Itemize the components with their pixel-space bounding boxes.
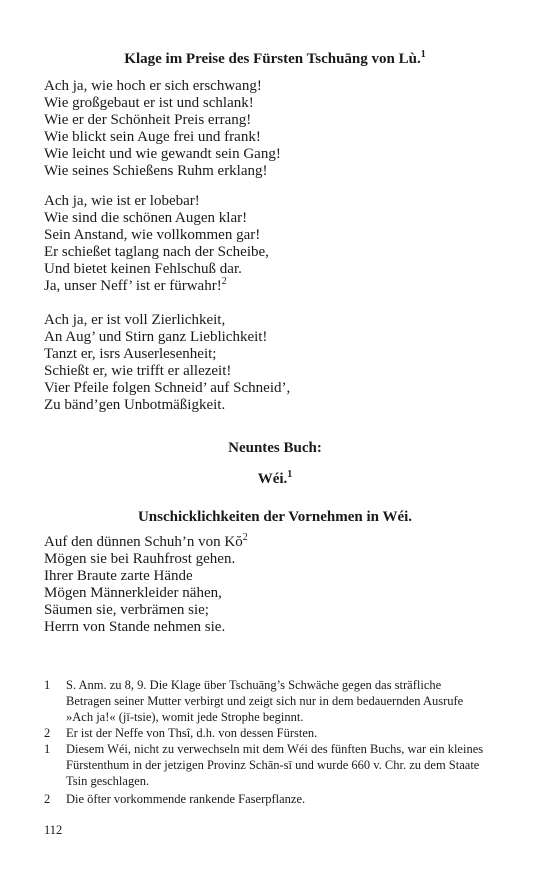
footnote-text: Diesem Wéi, nicht zu verwechseln mit dem Wéi des fünften Buchs, war ein kleines Fürstenthum in der jetzigen Provinz Schān-sī und wurde 660 v. Chr. zu dem Staate Tsin geschlagen. — [66, 742, 484, 788]
book-heading: Neuntes Buch: — [228, 440, 322, 456]
verse-line: Ach ja, er ist voll Zierlichkeit, — [44, 312, 226, 328]
stanza-3 — [44, 312, 514, 414]
poem-title-2: Unschicklichkeiten der Vornehmen in Wéi. — [137, 509, 413, 525]
verse-line: Wie sind die schönen Augen klar! — [44, 210, 248, 226]
verse-line: Auf den dünnen Schuh’n von $Kŏ^2$ — [44, 532, 248, 550]
verse-line: Wie seines Schießens Ruhm erklang! — [44, 163, 268, 179]
footnote-number: 2 — [44, 792, 51, 806]
verse-line: An Aug’ und Stirn ganz Lieblichkeit! — [44, 329, 268, 345]
verse-line: Wie großgebaut er ist und schlank! — [44, 95, 254, 111]
verse-line: Vier Pfeile folgen Schneid’ auf Schneid’, — [44, 380, 291, 396]
verse-line: Ach ja, wie hoch er sich erschwang! — [44, 78, 262, 94]
verse-line: Ach ja, wie ist er lobebar! — [44, 193, 200, 209]
verse-line: Herrn von Stande nehmen sie. — [44, 619, 226, 635]
verse-line: Tanzt er, isrs Auserlesenheit; — [44, 346, 217, 362]
page-number: 112 — [44, 823, 63, 837]
footnote — [44, 791, 484, 807]
footnote-number: 1 — [44, 678, 51, 692]
verse-line: Säumen sie, verbrämen sie; — [44, 602, 209, 618]
verse-line: Sein Anstand, wie vollkommen gar! — [44, 227, 261, 243]
verse-line: Mögen Männerkleider nähen, — [44, 585, 222, 601]
verse-line: Wie er der Schönheit Preis errang! — [44, 112, 252, 128]
verse-line: Zu bänd’gen Unbotmäßigkeit. — [44, 397, 226, 413]
verse-line: Ihrer Braute zarte Hände — [44, 568, 193, 584]
verse-line: Er schießet taglang nach der Scheibe, — [44, 244, 269, 260]
book-subheading: Wéi.$^1$ — [257, 469, 293, 487]
verse-line: Wie blickt sein Auge frei und frank! — [44, 129, 261, 145]
stanza-2 — [44, 193, 514, 295]
verse-line: Schießt er, wie trifft er allezeit! — [44, 363, 232, 379]
footnote-number: 1 — [44, 742, 51, 756]
verse-line: Ja, unser Neff’ ist er fürwahr!$^2$ — [44, 276, 227, 294]
footnote-text: Die öfter vorkommende rankende Faserpflanze. — [66, 792, 306, 806]
footnote-ref: 1 — [287, 469, 293, 480]
footnote-ref: 1 — [420, 49, 426, 60]
poem-2-stanza — [44, 534, 514, 636]
stanza-1 — [44, 78, 514, 180]
footnote-number: 2 — [44, 726, 51, 740]
poem-title-1: Klage im Preise des Fürsten Tschuāng von Lù.$^1$ — [124, 49, 426, 67]
footnote-text: Er ist der Neffe von Thsî, d.h. von dessen Fürsten. — [66, 726, 318, 740]
verse-line: Wie leicht und wie gewandt sein Gang! — [44, 146, 281, 162]
footnote-ref: 2 — [242, 532, 248, 543]
footnote — [44, 677, 484, 725]
footnote — [44, 741, 484, 789]
footnote-text: S. Anm. zu 8, 9. Die Klage über Tschuāng’s Schwäche gegen das sträfliche Betragen seiner Mutter verbirgt und zeigt sich nur in dem bedauernden Ausrufe »Ach ja!« (jī-tsie), womit jede Strophe beginnt. — [66, 678, 464, 724]
verse-line: Und bietet keinen Fehlschuß dar. — [44, 261, 242, 277]
footnote — [44, 725, 484, 741]
verse-line: Mögen sie bei Rauhfrost gehen. — [44, 551, 236, 567]
footnote-ref: 2 — [221, 276, 227, 287]
